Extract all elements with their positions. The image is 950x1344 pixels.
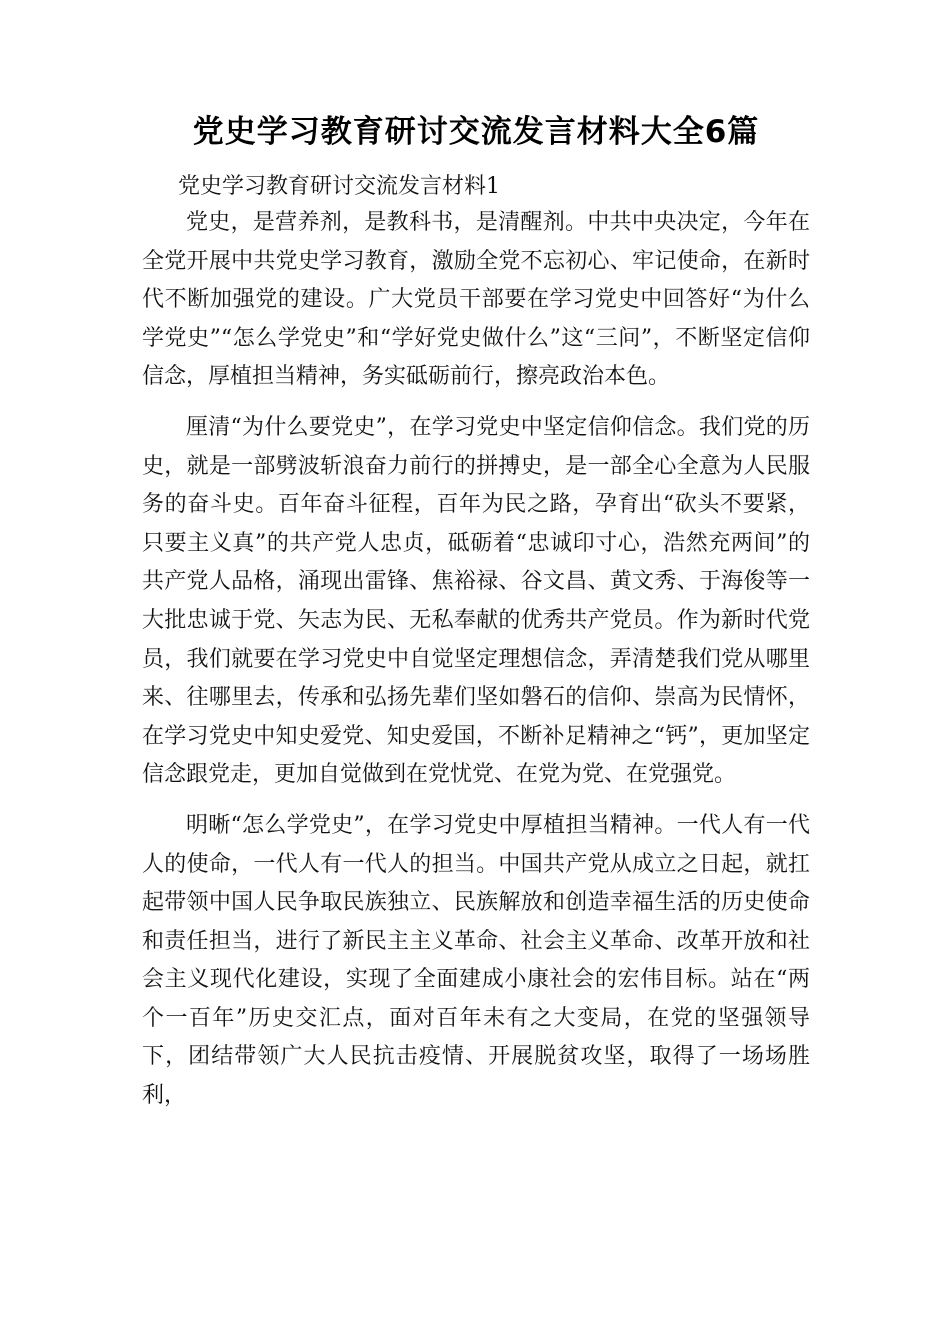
document-title: 党史学习教育研讨交流发言材料大全6篇 — [192, 114, 760, 150]
document-page — [142, 110, 810, 1116]
paragraph-why-study: 厘清“为什么要党史”，在学习党史中坚定信仰信念。我们党的历史，就是一部劈波斩浪奋力前行的拼搏史，是一部全心全意为人民服务的奋斗史。百年奋斗征程，百年为民之路，孕育出“砍头不要紧，只要主义真”的共产党人忠贞，砥砺着“忠诚印寸心，浩然充两间”的共产党人品格，涌现出雷锋、焦裕禄、谷文昌、黄文秀、于海俊等一大批忠诚于党、矢志为民、无私奉献的优秀共产党员。作为新时代党员，我们就要在学习党史中自觉坚定理想信念，弄清楚我们党从哪里来、往哪里去，传承和弘扬先辈们坚如磐石的信仰、崇高为民情怀，在学习党史中知史爱党、知史爱国，不断补足精神之“钙”，更加坚定信念跟党走，更加自觉做到在党忧党、在党为党、在党强党。 — [142, 414, 810, 788]
paragraph-how-study: 明晰“怎么学党史”，在学习党史中厚植担当精神。一代人有一代人的使命，一代人有一代人的担当。中国共产党从成立之日起，就扛起带领中国人民争取民族独立、民族解放和创造幸福生活的历史使命和责任担当，进行了新民主主义革命、社会主义革命、改革开放和社会主义现代化建设，实现了全面建成小康社会的宏伟目标。站在“两个一百年”历史交汇点，面对百年未有之大变局，在党的坚强领导下，团结带领广大人民抗击疫情、开展脱贫攻坚，取得了一场场胜利， — [142, 812, 810, 1109]
document-subtitle: 党史学习教育研讨交流发言材料1 — [178, 174, 500, 199]
paragraph-intro: 党史，是营养剂，是教科书，是清醒剂。中共中央决定，今年在全党开展中共党史学习教育，激励全党不忘初心、牢记使命，在新时代不断加强党的建设。广大党员干部要在学习党史中回答好“为什么学党史”“怎么学党史”和“学好党史做什么”这“三问”，不断坚定信仰信念，厚植担当精神，务实砥砺前行，擦亮政治本色。 — [142, 210, 810, 390]
